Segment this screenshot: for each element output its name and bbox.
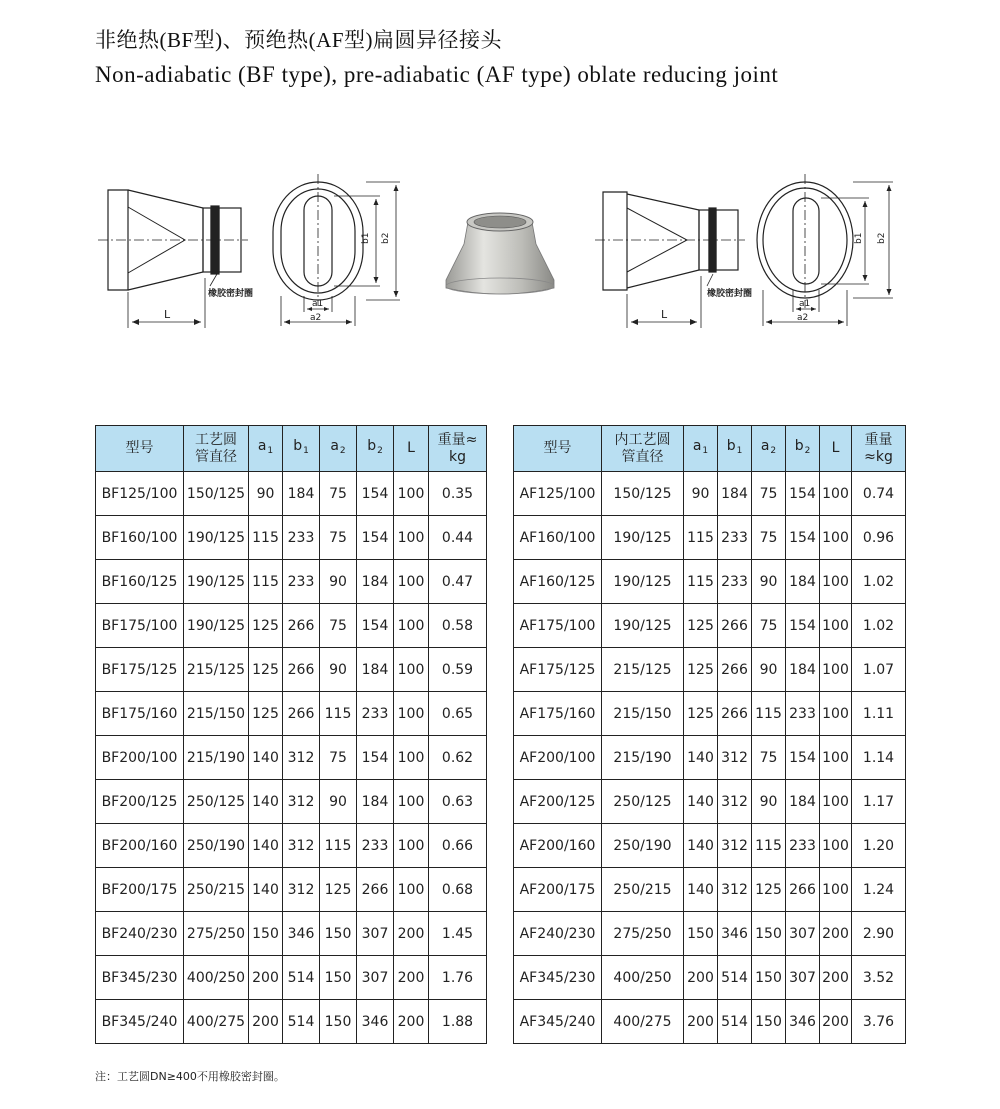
cell-b2: 184 (786, 560, 820, 604)
cell-pipe-diameter: 190/125 (184, 560, 249, 604)
cell-L: 200 (394, 956, 429, 1000)
table-row (96, 472, 487, 516)
cell-b1: 312 (718, 824, 752, 868)
cell-a1: 140 (249, 780, 283, 824)
cell-a2: 115 (752, 824, 786, 868)
table-row (96, 824, 487, 868)
cell-b2: 154 (786, 736, 820, 780)
cell-b2: 233 (786, 692, 820, 736)
cell-pipe-diameter: 250/190 (184, 824, 249, 868)
cell-a2: 75 (752, 604, 786, 648)
table-row (96, 912, 487, 956)
table-row (96, 516, 487, 560)
cell-weight: 1.88 (429, 1000, 487, 1044)
af-header-b1: $b_1$ (718, 426, 752, 472)
cell-model: BF160/100 (96, 516, 184, 560)
cell-b2: 154 (357, 516, 394, 560)
cell-a2: 150 (320, 912, 357, 956)
bf-table-body (96, 472, 487, 1044)
cell-a2: 75 (320, 736, 357, 780)
cell-b1: 312 (718, 780, 752, 824)
bf-header-a1: $a_1$ (249, 426, 283, 472)
cell-L: 100 (394, 868, 429, 912)
cell-pipe-diameter: 215/150 (184, 692, 249, 736)
cell-pipe-diameter: 215/190 (602, 736, 684, 780)
table-row (96, 780, 487, 824)
cell-weight: 1.02 (852, 604, 906, 648)
cell-weight: 0.96 (852, 516, 906, 560)
cell-pipe-diameter: 400/275 (184, 1000, 249, 1044)
bf-dim-a2-label: a2 (310, 313, 322, 323)
cell-b1: 233 (718, 560, 752, 604)
cell-L: 100 (820, 516, 852, 560)
table-row (514, 648, 906, 692)
cell-b2: 233 (786, 824, 820, 868)
table-row (514, 560, 906, 604)
af-seal-label: 橡胶密封圈 (707, 289, 753, 299)
cell-b1: 514 (283, 1000, 320, 1044)
cell-L: 100 (394, 472, 429, 516)
cell-weight: 1.07 (852, 648, 906, 692)
af-header-model: 型号 (514, 426, 602, 472)
cell-model: AF175/125 (514, 648, 602, 692)
table-row (514, 472, 906, 516)
cell-model: BF200/125 (96, 780, 184, 824)
cell-a1: 140 (249, 868, 283, 912)
bf-seal-label: 橡胶密封圈 (208, 289, 254, 299)
cell-a2: 150 (320, 1000, 357, 1044)
cell-a1: 115 (684, 516, 718, 560)
cell-pipe-diameter: 150/125 (184, 472, 249, 516)
cell-model: AF200/100 (514, 736, 602, 780)
table-row (96, 692, 487, 736)
cell-b1: 312 (718, 736, 752, 780)
cell-a1: 200 (249, 1000, 283, 1044)
bf-header-model: 型号 (96, 426, 184, 472)
table-row (514, 824, 906, 868)
af-header-a1: $a_1$ (684, 426, 718, 472)
cell-pipe-diameter: 250/215 (602, 868, 684, 912)
table-row (514, 868, 906, 912)
cell-weight: 1.17 (852, 780, 906, 824)
bf-technical-drawing (98, 170, 418, 350)
cell-a2: 75 (320, 604, 357, 648)
cell-weight: 1.02 (852, 560, 906, 604)
cell-L: 200 (820, 912, 852, 956)
page-title-chinese: 非绝热(BF型)、预绝热(AF型)扁圆异径接头 (95, 28, 503, 52)
af-dim-a1-label: a1 (799, 299, 811, 309)
cell-weight: 1.20 (852, 824, 906, 868)
af-dim-b1-label: b1 (854, 232, 864, 244)
cell-a2: 115 (320, 692, 357, 736)
cell-L: 100 (820, 604, 852, 648)
cell-a1: 200 (684, 956, 718, 1000)
cell-pipe-diameter: 250/190 (602, 824, 684, 868)
cell-model: AF175/160 (514, 692, 602, 736)
af-technical-drawing (595, 170, 915, 350)
cell-b1: 233 (283, 560, 320, 604)
cell-a1: 115 (249, 516, 283, 560)
cell-a1: 200 (249, 956, 283, 1000)
cell-b1: 184 (718, 472, 752, 516)
cell-L: 100 (394, 648, 429, 692)
cell-L: 100 (394, 824, 429, 868)
cell-model: AF175/100 (514, 604, 602, 648)
cell-a2: 150 (752, 912, 786, 956)
af-header-weight: 重量 ≈kg (852, 426, 906, 472)
cell-a1: 140 (684, 868, 718, 912)
cell-b1: 346 (283, 912, 320, 956)
cell-model: AF125/100 (514, 472, 602, 516)
cell-a2: 125 (752, 868, 786, 912)
cell-a1: 150 (684, 912, 718, 956)
cell-L: 100 (820, 472, 852, 516)
af-table-header-row (514, 426, 906, 472)
cell-weight: 0.47 (429, 560, 487, 604)
cell-b1: 312 (283, 780, 320, 824)
cell-pipe-diameter: 215/150 (602, 692, 684, 736)
cell-model: BF200/100 (96, 736, 184, 780)
cell-b2: 154 (786, 516, 820, 560)
af-table-body (514, 472, 906, 1044)
cell-b2: 307 (357, 912, 394, 956)
cell-a1: 125 (684, 692, 718, 736)
bf-header-a2: $a_2$ (320, 426, 357, 472)
cell-b2: 154 (786, 604, 820, 648)
cell-a2: 90 (320, 780, 357, 824)
cell-b1: 233 (283, 516, 320, 560)
table-row (514, 604, 906, 648)
cell-b2: 233 (357, 692, 394, 736)
cell-weight: 1.76 (429, 956, 487, 1000)
cell-a1: 140 (684, 824, 718, 868)
cell-a1: 200 (684, 1000, 718, 1044)
cell-L: 100 (820, 736, 852, 780)
table-row (514, 1000, 906, 1044)
cell-b1: 514 (283, 956, 320, 1000)
cell-b1: 312 (283, 736, 320, 780)
cell-b1: 184 (283, 472, 320, 516)
cell-a2: 75 (752, 472, 786, 516)
cell-L: 200 (820, 956, 852, 1000)
cell-b2: 184 (357, 780, 394, 824)
cell-a1: 140 (249, 824, 283, 868)
cell-model: BF345/240 (96, 1000, 184, 1044)
cell-pipe-diameter: 190/125 (602, 604, 684, 648)
cell-a1: 90 (249, 472, 283, 516)
cell-a2: 115 (752, 692, 786, 736)
footnote: 注：工艺圆DN≥400不用橡胶密封圈。 (95, 1070, 285, 1083)
cell-a2: 90 (752, 648, 786, 692)
cell-L: 100 (394, 516, 429, 560)
cell-b2: 184 (786, 648, 820, 692)
cell-b1: 312 (283, 868, 320, 912)
cell-b2: 233 (357, 824, 394, 868)
cell-b1: 514 (718, 1000, 752, 1044)
cell-L: 100 (394, 604, 429, 648)
cell-a1: 150 (249, 912, 283, 956)
cell-pipe-diameter: 275/250 (184, 912, 249, 956)
cell-b1: 266 (283, 648, 320, 692)
cell-weight: 0.68 (429, 868, 487, 912)
bf-spec-table (95, 425, 487, 1044)
cell-a1: 90 (684, 472, 718, 516)
cell-model: BF125/100 (96, 472, 184, 516)
cell-model: BF345/230 (96, 956, 184, 1000)
cell-model: AF240/230 (514, 912, 602, 956)
cell-a1: 125 (249, 648, 283, 692)
cell-b2: 346 (786, 1000, 820, 1044)
af-header-pipe-diameter: 内工艺圆 管直径 (602, 426, 684, 472)
table-row (514, 780, 906, 824)
af-header-b2: $b_2$ (786, 426, 820, 472)
cell-model: BF175/160 (96, 692, 184, 736)
bf-header-L: L (394, 426, 429, 472)
bf-dim-a1-label: a1 (312, 299, 324, 309)
cell-b2: 307 (357, 956, 394, 1000)
cell-a2: 75 (752, 516, 786, 560)
cell-L: 100 (820, 692, 852, 736)
cell-weight: 1.45 (429, 912, 487, 956)
cell-pipe-diameter: 190/125 (184, 516, 249, 560)
cell-b2: 184 (357, 648, 394, 692)
table-row (96, 736, 487, 780)
cell-a1: 125 (684, 648, 718, 692)
cell-b1: 312 (283, 824, 320, 868)
cell-b1: 266 (718, 604, 752, 648)
table-row (96, 560, 487, 604)
cell-model: AF160/100 (514, 516, 602, 560)
cell-model: AF200/175 (514, 868, 602, 912)
cell-pipe-diameter: 250/125 (184, 780, 249, 824)
table-row (514, 516, 906, 560)
cell-pipe-diameter: 400/250 (184, 956, 249, 1000)
cell-b2: 307 (786, 956, 820, 1000)
cell-a1: 115 (249, 560, 283, 604)
cell-pipe-diameter: 190/125 (602, 560, 684, 604)
cell-L: 100 (820, 648, 852, 692)
cell-pipe-diameter: 275/250 (602, 912, 684, 956)
cell-weight: 0.66 (429, 824, 487, 868)
cell-a2: 150 (752, 956, 786, 1000)
cell-a1: 140 (684, 736, 718, 780)
cell-weight: 0.62 (429, 736, 487, 780)
cell-a2: 75 (320, 472, 357, 516)
cell-weight: 0.63 (429, 780, 487, 824)
cell-a2: 150 (752, 1000, 786, 1044)
cell-pipe-diameter: 190/125 (184, 604, 249, 648)
cell-a2: 90 (320, 648, 357, 692)
table-row (514, 692, 906, 736)
cell-L: 100 (394, 560, 429, 604)
cell-a1: 125 (249, 692, 283, 736)
cell-b1: 514 (718, 956, 752, 1000)
cell-weight: 0.58 (429, 604, 487, 648)
cell-a2: 75 (752, 736, 786, 780)
cell-b2: 266 (357, 868, 394, 912)
cell-pipe-diameter: 250/215 (184, 868, 249, 912)
af-dim-L-label: L (661, 308, 668, 321)
table-row (96, 956, 487, 1000)
cell-weight: 1.14 (852, 736, 906, 780)
cell-a2: 150 (320, 956, 357, 1000)
cell-pipe-diameter: 400/250 (602, 956, 684, 1000)
table-row (96, 868, 487, 912)
cell-weight: 0.65 (429, 692, 487, 736)
cell-model: BF175/100 (96, 604, 184, 648)
cell-model: AF160/125 (514, 560, 602, 604)
cell-pipe-diameter: 215/125 (184, 648, 249, 692)
bf-header-b2: $b_2$ (357, 426, 394, 472)
cell-b1: 266 (283, 692, 320, 736)
af-header-L: L (820, 426, 852, 472)
cell-model: AF200/125 (514, 780, 602, 824)
cell-model: BF200/175 (96, 868, 184, 912)
cell-weight: 0.35 (429, 472, 487, 516)
cell-pipe-diameter: 215/125 (602, 648, 684, 692)
cell-b2: 184 (786, 780, 820, 824)
cell-a1: 125 (684, 604, 718, 648)
cell-weight: 3.76 (852, 1000, 906, 1044)
af-spec-table (513, 425, 906, 1044)
cell-a2: 125 (320, 868, 357, 912)
af-dim-a2-label: a2 (797, 313, 809, 323)
table-row (514, 956, 906, 1000)
cell-weight: 1.11 (852, 692, 906, 736)
cell-L: 100 (820, 780, 852, 824)
cell-L: 100 (820, 560, 852, 604)
cell-b1: 346 (718, 912, 752, 956)
cell-pipe-diameter: 400/275 (602, 1000, 684, 1044)
cell-L: 100 (394, 692, 429, 736)
cell-b2: 154 (786, 472, 820, 516)
cell-b2: 154 (357, 736, 394, 780)
cell-weight: 3.52 (852, 956, 906, 1000)
cell-a1: 125 (249, 604, 283, 648)
bf-dim-b1-label: b1 (361, 232, 371, 244)
cell-model: AF345/230 (514, 956, 602, 1000)
cell-L: 100 (820, 868, 852, 912)
page-title-english: Non-adiabatic (BF type), pre-adiabatic (AF type) oblate reducing joint (95, 62, 779, 87)
cell-weight: 0.44 (429, 516, 487, 560)
cell-b2: 266 (786, 868, 820, 912)
cell-pipe-diameter: 250/125 (602, 780, 684, 824)
cell-b1: 266 (283, 604, 320, 648)
cell-a2: 90 (320, 560, 357, 604)
bf-header-weight: 重量≈ kg (429, 426, 487, 472)
table-row (514, 912, 906, 956)
cell-pipe-diameter: 215/190 (184, 736, 249, 780)
cell-b1: 266 (718, 648, 752, 692)
cell-a1: 140 (249, 736, 283, 780)
af-dim-b2-label: b2 (877, 232, 887, 244)
cell-a1: 140 (684, 780, 718, 824)
table-row (96, 604, 487, 648)
cell-model: BF160/125 (96, 560, 184, 604)
cell-L: 100 (394, 736, 429, 780)
bf-table-header-row (96, 426, 487, 472)
cell-L: 100 (394, 780, 429, 824)
cell-a1: 115 (684, 560, 718, 604)
bf-dim-b2-label: b2 (381, 232, 391, 244)
cell-model: AF200/160 (514, 824, 602, 868)
bf-header-b1: $b_1$ (283, 426, 320, 472)
cell-b2: 307 (786, 912, 820, 956)
table-row (96, 648, 487, 692)
cell-b2: 346 (357, 1000, 394, 1044)
bf-dim-L-label: L (164, 308, 171, 321)
table-row (514, 736, 906, 780)
cell-weight: 1.24 (852, 868, 906, 912)
cell-L: 200 (394, 912, 429, 956)
cell-b2: 154 (357, 472, 394, 516)
cell-pipe-diameter: 150/125 (602, 472, 684, 516)
cell-model: BF240/230 (96, 912, 184, 956)
cell-L: 200 (394, 1000, 429, 1044)
bf-header-pipe-diameter: 工艺圆 管直径 (184, 426, 249, 472)
cell-model: AF345/240 (514, 1000, 602, 1044)
cell-weight: 2.90 (852, 912, 906, 956)
cell-b1: 312 (718, 868, 752, 912)
cell-L: 100 (820, 824, 852, 868)
af-header-a2: $a_2$ (752, 426, 786, 472)
cell-pipe-diameter: 190/125 (602, 516, 684, 560)
cell-a2: 115 (320, 824, 357, 868)
cell-a2: 90 (752, 560, 786, 604)
cell-model: BF200/160 (96, 824, 184, 868)
cell-L: 200 (820, 1000, 852, 1044)
cell-a2: 75 (320, 516, 357, 560)
cell-model: BF175/125 (96, 648, 184, 692)
cell-b1: 233 (718, 516, 752, 560)
cell-b2: 154 (357, 604, 394, 648)
cell-weight: 0.74 (852, 472, 906, 516)
table-row (96, 1000, 487, 1044)
cell-a2: 90 (752, 780, 786, 824)
cell-b2: 184 (357, 560, 394, 604)
product-photo (440, 200, 560, 310)
cell-weight: 0.59 (429, 648, 487, 692)
cell-b1: 266 (718, 692, 752, 736)
